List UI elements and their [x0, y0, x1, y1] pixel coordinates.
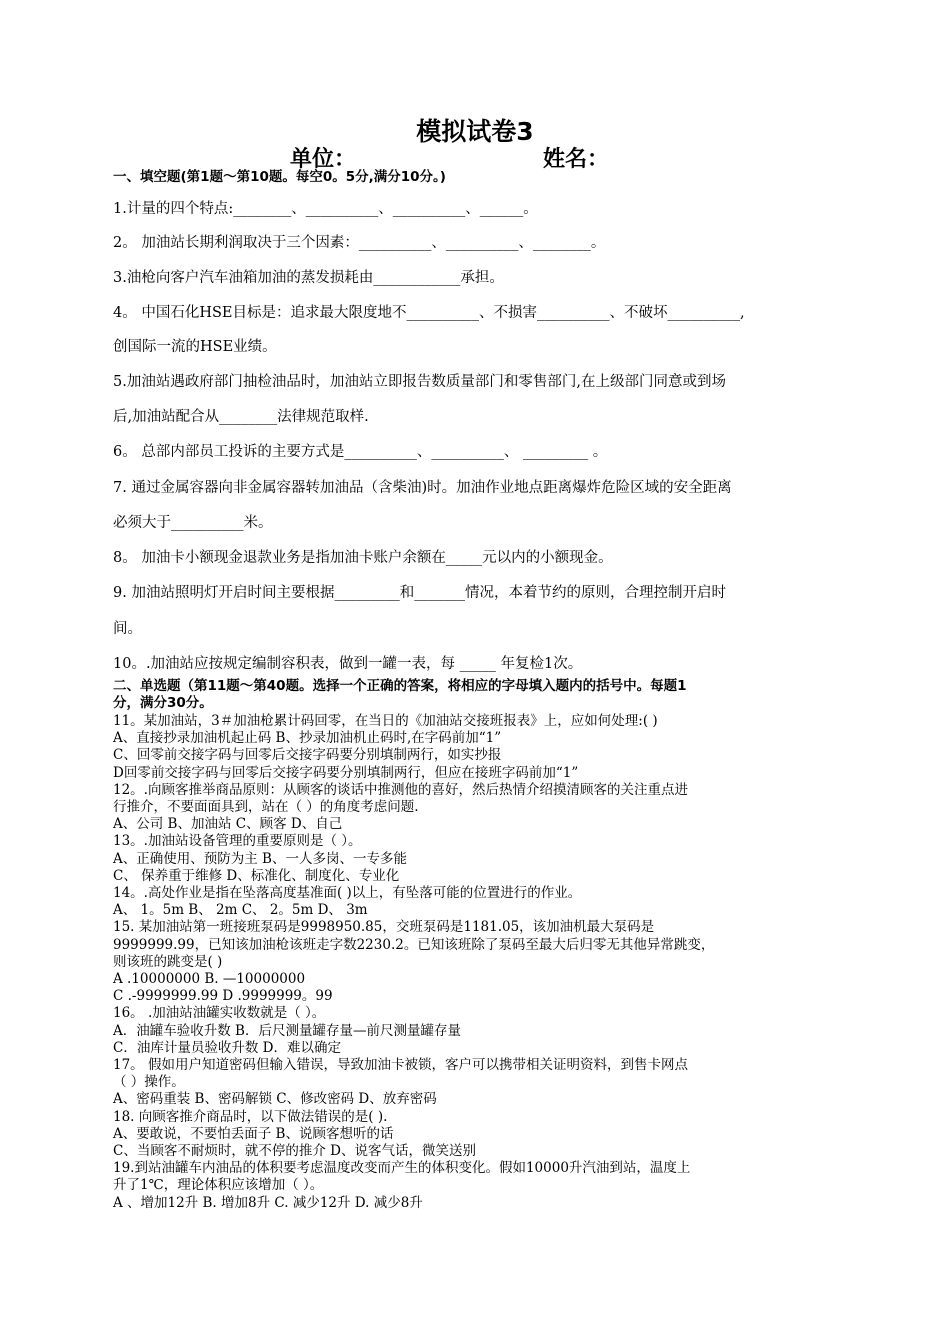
- question-line: C、回零前交接字码与回零后交接字码要分别填制两行，如实抄报: [113, 747, 502, 764]
- question-line: 18. 向顾客推介商品时，以下做法错误的是( ).: [113, 1108, 388, 1125]
- question-4-line-2: 创国际一流的HSE业绩。: [113, 339, 277, 355]
- question-2: 2。 加油站长期利润取决于三个因素：__________、__________、________。: [113, 235, 606, 251]
- question-7-line-2: 必须大于__________米。: [113, 515, 273, 531]
- question-line: 16。 .加油站油罐实收数就是（ ）。: [113, 1005, 326, 1022]
- question-line: A .10000000 B. —10000000: [113, 971, 306, 987]
- question-line: 14。.高处作业是指在坠落高度基准面( )以上，有坠落可能的位置进行的作业。: [113, 885, 582, 901]
- question-3: 3.油枪向客户汽车油箱加油的蒸发损耗由____________承担。: [113, 270, 504, 286]
- question-line: 17。 假如用户知道密码但输入错误，导致加油卡被锁，客户可以携带相关证明资料，到售卡网点: [113, 1057, 688, 1073]
- question-4-line-1: 4。 中国石化HSE目标是：追求最大限度地不__________、不损害__________、不破坏__________,: [113, 305, 745, 321]
- unit-label: 单位：: [290, 147, 357, 172]
- question-9-line-1: 9. 加油站照明灯开启时间主要根据_________和_______情况，本着节约的原则，合理控制开启时: [113, 585, 726, 601]
- section-2-heading-line-2: 分，满分30分。: [113, 695, 213, 711]
- question-7-line-1: 7. 通过金属容器向非金属容器转加油品（含柴油)时。加油作业地点距离爆炸危险区域的安全距离: [113, 480, 732, 496]
- question-line: C．油库计量员验收升数 D．难以确定: [113, 1039, 341, 1056]
- question-line: 行推介，不要面面具到，站在（ ）的角度考虑问题.: [113, 799, 419, 815]
- question-line: A、直接抄录加油机起止码 B、抄录加油机止码时,在字码前加“1”: [113, 730, 502, 747]
- section-2-heading-line-1: 二、单选题（第11题～第40题。选择一个正确的答案，将相应的字母填入题内的括号中。每题1: [113, 678, 687, 694]
- question-6: 6。 总部内部员工投诉的主要方式是__________、__________、 _________ 。: [113, 444, 608, 460]
- question-line: 11。某加油站，3＃加油枪累计码回零，在当日的《加油站交接班报表》上，应如何处理:( ): [113, 713, 658, 729]
- question-line: （ ）操作。: [113, 1074, 185, 1091]
- question-line: 12。.向顾客推举商品原则：从顾客的谈话中推测他的喜好，然后热情介绍摸清顾客的关注重点进: [113, 781, 688, 798]
- name-label: 姓名：: [543, 147, 610, 172]
- question-line: 15. 某加油站第一班接班泵码是9998950.85，交班泵码是1181.05，该加油机最大泵码是: [113, 919, 655, 936]
- question-line: A、密码重装 B、密码解锁 C、修改密码 D、放弃密码: [113, 1091, 437, 1108]
- question-line: 则该班的跳变是( ): [113, 953, 223, 970]
- question-line: A、公司 B、加油站 C、顾客 D、自己: [113, 816, 343, 833]
- question-1: 1.计量的四个特点:________、__________、__________、______。: [113, 201, 538, 217]
- question-line: 9999999.99，已知该加油枪该班走字数2230.2。已知该班除了泵码至最大后归零无其他异常跳变，: [113, 936, 715, 953]
- question-9-line-2: 间。: [113, 621, 142, 637]
- question-line: C、 保养重于维修 D、标准化、制度化、专业化: [113, 867, 400, 884]
- question-line: A 、增加12升 B. 增加8升 C. 减少12升 D. 减少8升: [113, 1194, 423, 1211]
- question-5-line-2: 后,加油站配合从________法律规范取样.: [113, 409, 369, 425]
- question-line: C .-9999999.99 D .9999999。99: [113, 988, 333, 1005]
- question-line: 13。.加油站设备管理的重要原则是（ ）。: [113, 833, 362, 850]
- question-line: A．油罐车验收升数 B．后尺测量罐存量—前尺测量罐存量: [113, 1022, 461, 1039]
- section-1-heading: 一、填空题(第1题～第10题。每空0。5分,满分10分。): [113, 169, 446, 185]
- question-line: A、要敢说，不要怕丢面子 B、说顾客想听的话: [113, 1125, 394, 1142]
- question-line: A、 1。5m B、 2m C、 2。5m D、 3m: [113, 902, 368, 919]
- question-line: 升了1℃，理论体积应该增加（ ）。: [113, 1177, 324, 1194]
- question-line: 19.到站油罐车内油品的体积要考虑温度改变而产生的体积变化。假如10000升汽油到站，温度上: [113, 1160, 691, 1177]
- question-10: 10。.加油站应按规定编制容积表，做到一罐一表，每 _____ 年复检1次。: [113, 656, 583, 672]
- question-line: C、当顾客不耐烦时，就不停的推介 D、说客气话，微笑送别: [113, 1143, 476, 1159]
- question-line: A、正确使用、预防为主 B、一人多岗、一专多能: [113, 850, 407, 867]
- question-8: 8。 加油卡小额现金退款业务是指加油卡账户余额在_____元以内的小额现金。: [113, 550, 613, 566]
- question-line: D回零前交接字码与回零后交接字码要分别填制两行，但应在接班字码前加“1”: [113, 764, 579, 781]
- question-5-line-1: 5.加油站遇政府部门抽检油品时，加油站立即报告数质量部门和零售部门,在上级部门同意或到场: [113, 374, 726, 390]
- page-title: 模拟试卷3: [416, 117, 534, 146]
